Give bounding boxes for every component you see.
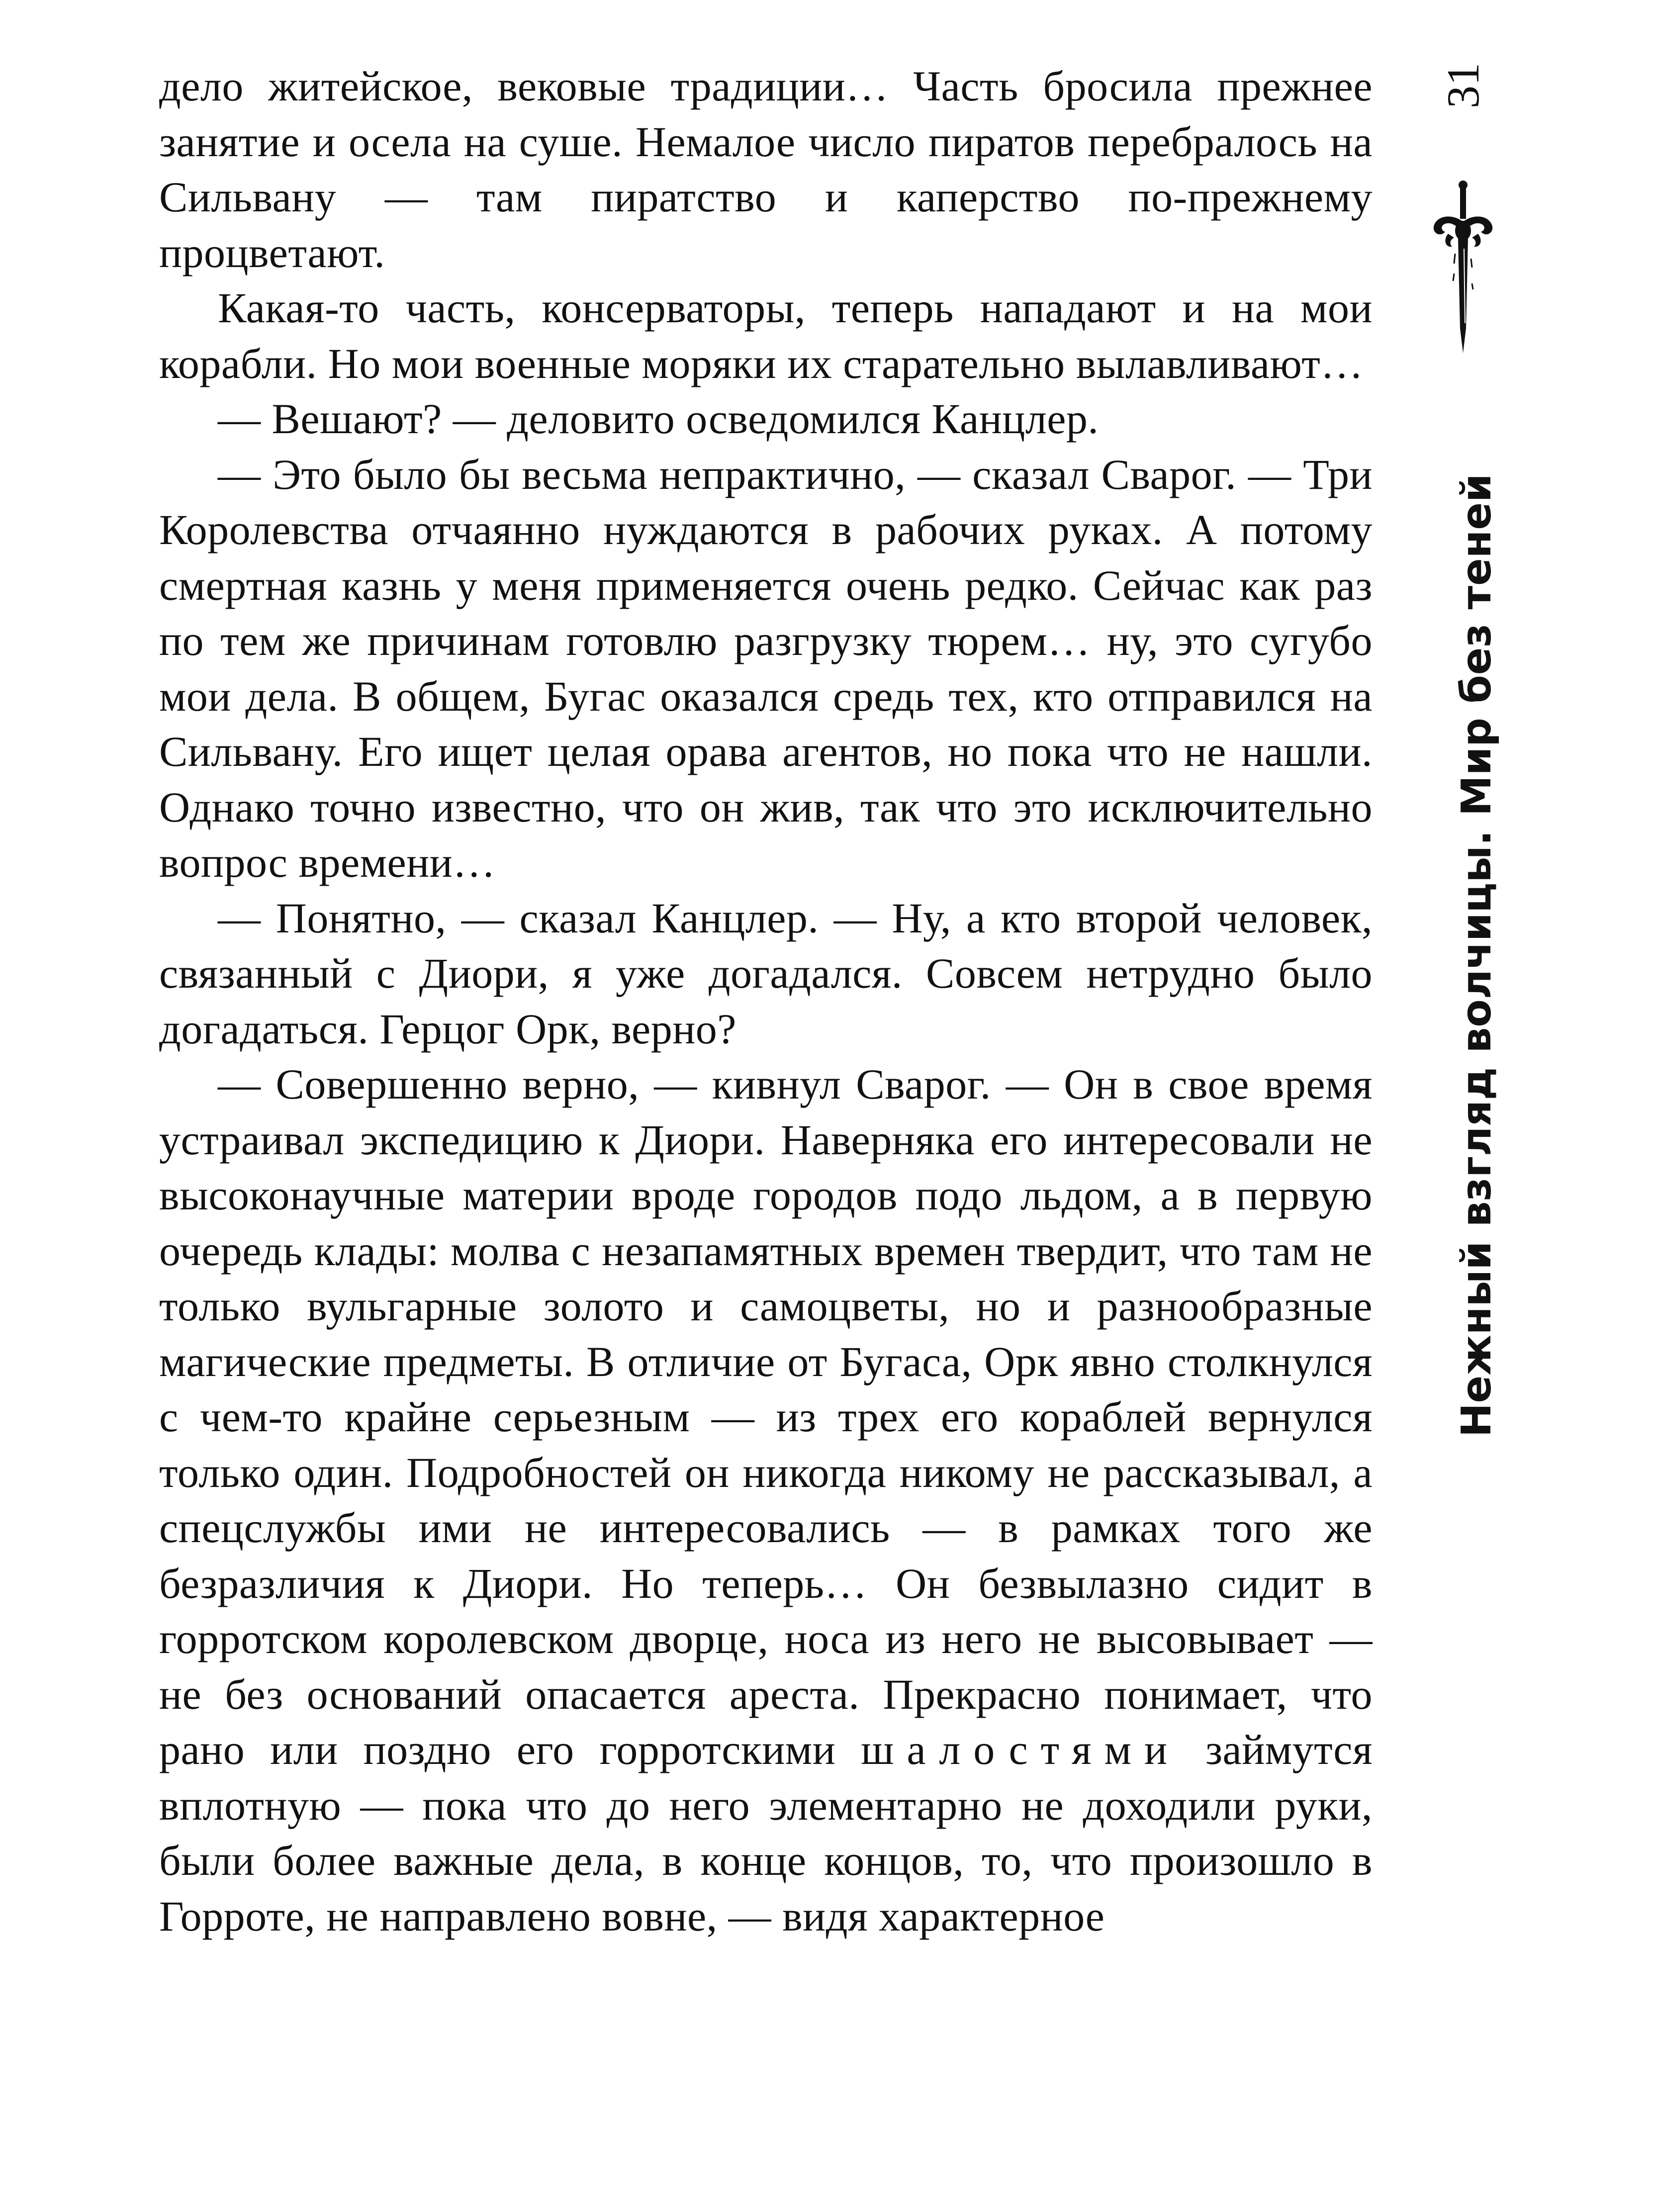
spaced-emphasis-word: шалостями <box>861 1726 1181 1773</box>
paragraph-2: Какая-то часть, консерваторы, теперь нападают и на мои корабли. Но мои военные моряки их старательно вылавливают… <box>159 284 1373 387</box>
paragraph-3: — Вешают? — деловито осведомился Канцлер. <box>218 395 1099 443</box>
paragraph-6-end: займутся вплотную — пока что до него элементарно не доходили руки, были более важные дела, в конце концов, то, что произошло в Горроте, не направлено вовне, — видя характерное <box>159 1726 1373 1940</box>
paragraph-6 <box>159 1057 1373 1944</box>
page-number: 31 <box>1438 63 1488 108</box>
sword-dagger-icon <box>1423 179 1503 358</box>
paragraph-6-start: — Совершенно верно, — кивнул Сварог. — Он в свое время устраивал экспедицию к Диори. Наверняка его интересовали не высоконаучные материи вроде городов подо льдом, а в первую очередь клады: молва с незапамятных времен твердит, что там не только вульгарные золото и самоцветы, но и разнообразные магические предметы. В отличие от Бугаса, Орк явно столкнулся с чем-то крайне серьезным — из трех его кораблей вернулся только один. Подробностей он никогда никому не рассказывал, а спецслужбы ими не интересовались — в рамках того же безразличия к Диори. Но теперь… Он безвылазно сидит в горротском королевском дворце, носа из него не высовывает — не без оснований опасается ареста. Прекрасно понимает, что рано или поздно его горротскими <box>159 1060 1373 1773</box>
paragraph-4: — Это было бы весьма непрактично, — сказал Сварог. — Три Королевства отчаянно нуждаются в рабочих руках. А потому смертная казнь у меня применяется очень редко. Сейчас как раз по тем же причинам готовлю разгрузку тюрем… ну, это сугубо мои дела. В общем, Бугас оказался средь тех, кто отправился на Сильвану. Его ищет целая орава агентов, но пока что не нашли. Однако точно известно, что он жив, так что это исключительно вопрос времени… <box>159 450 1373 886</box>
running-title: Нежный взгляд волчицы. Мир без теней <box>1453 473 1500 1437</box>
paragraph-5: — Понятно, — сказал Канцлер. — Ну, а кто второй человек, связанный с Диори, я уже догадался. Совсем нетрудно было догадаться. Герцог Орк, верно? <box>159 894 1373 1053</box>
paragraph-1: дело житейское, вековые традиции… Часть бросила прежнее занятие и осела на суше. Немалое число пиратов перебралось на Сильвану — там пиратство и каперство по-прежнему процветают. <box>159 62 1373 276</box>
body-text <box>159 59 1373 1944</box>
